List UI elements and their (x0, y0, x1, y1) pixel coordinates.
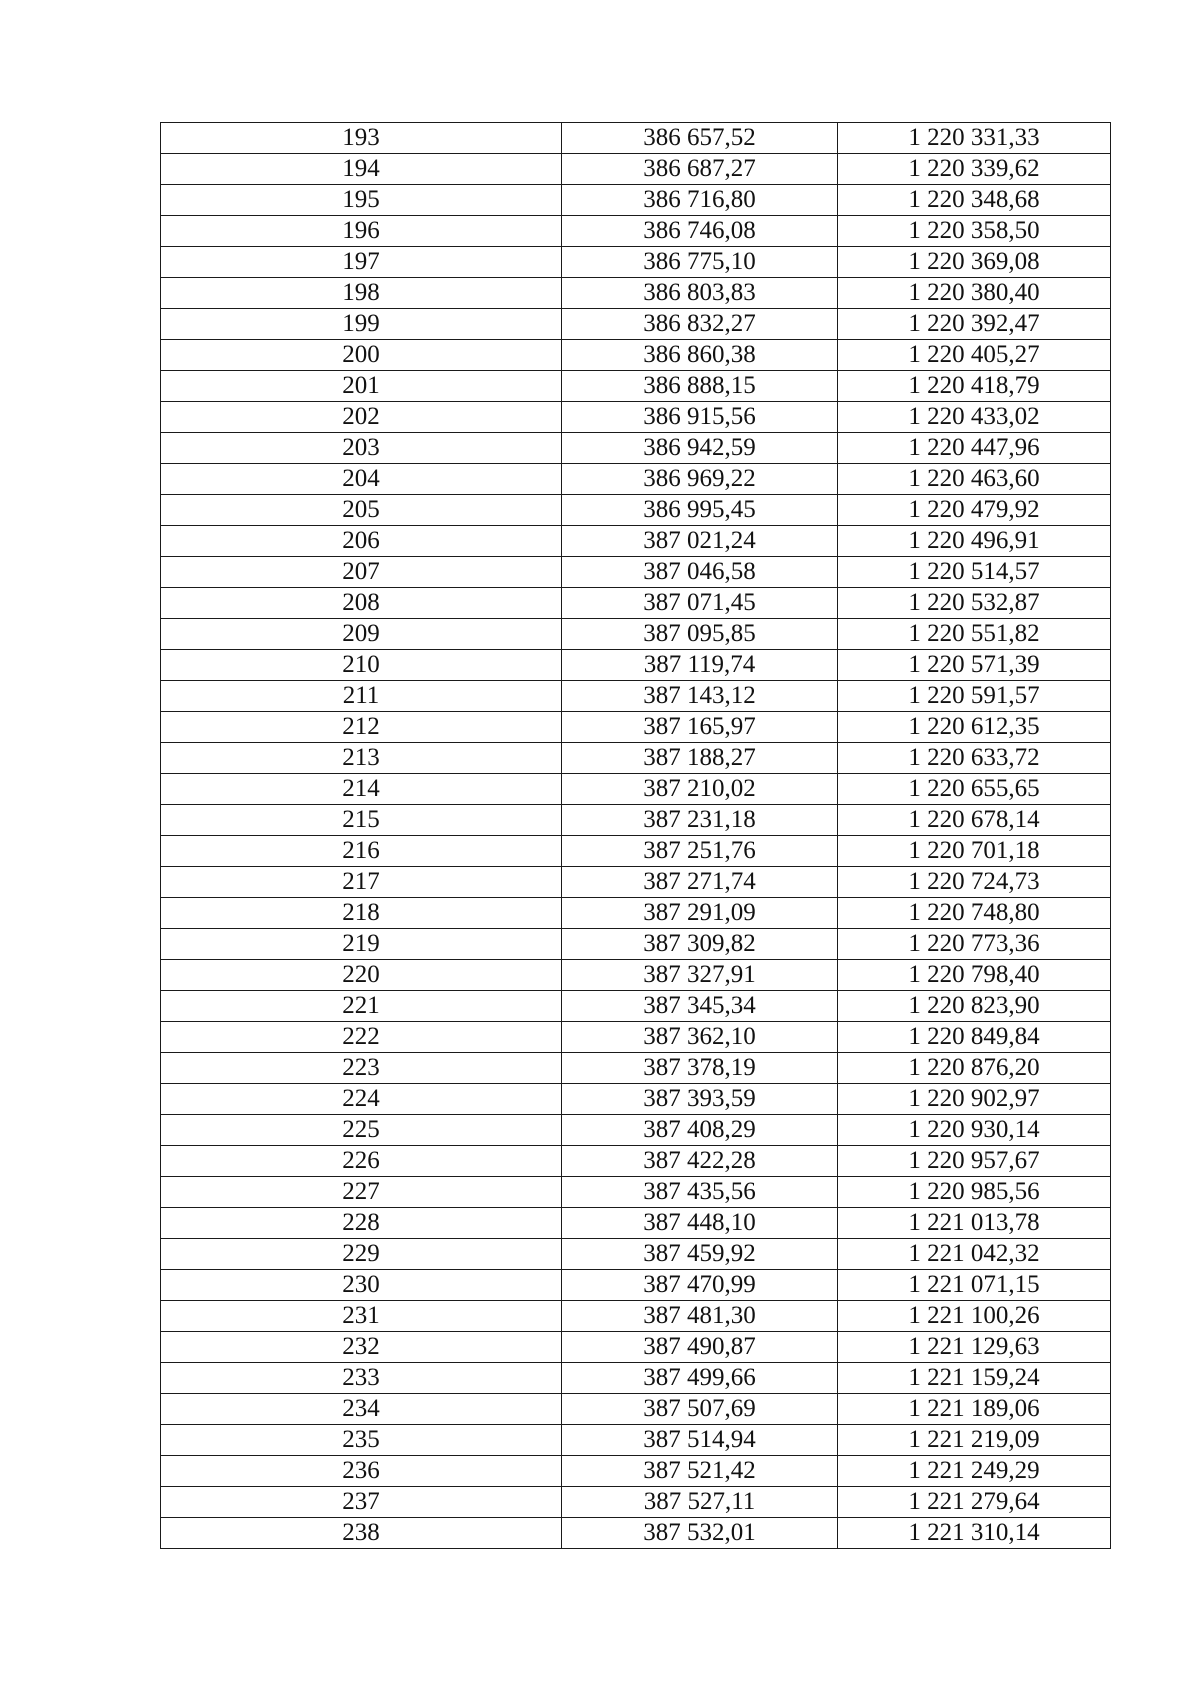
table-row (161, 278, 1111, 309)
table-row (161, 774, 1111, 805)
point-number-cell: 236 (161, 1456, 562, 1487)
y-coordinate-cell: 1 221 159,24 (838, 1363, 1111, 1394)
y-coordinate-cell: 1 220 496,91 (838, 526, 1111, 557)
y-coordinate-cell: 1 220 678,14 (838, 805, 1111, 836)
x-coordinate-cell: 386 803,83 (562, 278, 838, 309)
y-coordinate-cell: 1 220 823,90 (838, 991, 1111, 1022)
y-coordinate-cell: 1 220 418,79 (838, 371, 1111, 402)
table-row (161, 1053, 1111, 1084)
x-coordinate-cell: 387 165,97 (562, 712, 838, 743)
point-number-cell: 202 (161, 402, 562, 433)
x-coordinate-cell: 387 532,01 (562, 1518, 838, 1549)
point-number-cell: 234 (161, 1394, 562, 1425)
table-row (161, 1270, 1111, 1301)
y-coordinate-cell: 1 220 748,80 (838, 898, 1111, 929)
y-coordinate-cell: 1 220 331,33 (838, 123, 1111, 154)
table-row (161, 464, 1111, 495)
table-row (161, 1456, 1111, 1487)
x-coordinate-cell: 386 716,80 (562, 185, 838, 216)
x-coordinate-cell: 387 143,12 (562, 681, 838, 712)
y-coordinate-cell: 1 220 479,92 (838, 495, 1111, 526)
x-coordinate-cell: 387 251,76 (562, 836, 838, 867)
table-row (161, 340, 1111, 371)
x-coordinate-cell: 387 481,30 (562, 1301, 838, 1332)
table-row (161, 1239, 1111, 1270)
x-coordinate-cell: 387 393,59 (562, 1084, 838, 1115)
table-row (161, 1022, 1111, 1053)
point-number-cell: 215 (161, 805, 562, 836)
x-coordinate-cell: 387 490,87 (562, 1332, 838, 1363)
point-number-cell: 198 (161, 278, 562, 309)
table-row (161, 1115, 1111, 1146)
point-number-cell: 193 (161, 123, 562, 154)
table-row (161, 216, 1111, 247)
table-row (161, 1425, 1111, 1456)
x-coordinate-cell: 386 657,52 (562, 123, 838, 154)
table-row (161, 1177, 1111, 1208)
x-coordinate-cell: 386 915,56 (562, 402, 838, 433)
table-row (161, 867, 1111, 898)
table-row (161, 619, 1111, 650)
x-coordinate-cell: 387 521,42 (562, 1456, 838, 1487)
x-coordinate-cell: 387 271,74 (562, 867, 838, 898)
y-coordinate-cell: 1 220 724,73 (838, 867, 1111, 898)
table-row (161, 1301, 1111, 1332)
table-row (161, 898, 1111, 929)
y-coordinate-cell: 1 220 348,68 (838, 185, 1111, 216)
table-row (161, 991, 1111, 1022)
point-number-cell: 216 (161, 836, 562, 867)
x-coordinate-cell: 387 448,10 (562, 1208, 838, 1239)
y-coordinate-cell: 1 221 042,32 (838, 1239, 1111, 1270)
y-coordinate-cell: 1 221 310,14 (838, 1518, 1111, 1549)
x-coordinate-cell: 386 860,38 (562, 340, 838, 371)
y-coordinate-cell: 1 220 957,67 (838, 1146, 1111, 1177)
x-coordinate-cell: 387 470,99 (562, 1270, 838, 1301)
y-coordinate-cell: 1 221 219,09 (838, 1425, 1111, 1456)
point-number-cell: 233 (161, 1363, 562, 1394)
point-number-cell: 221 (161, 991, 562, 1022)
point-number-cell: 228 (161, 1208, 562, 1239)
table-row (161, 1332, 1111, 1363)
y-coordinate-cell: 1 220 369,08 (838, 247, 1111, 278)
table-row (161, 1208, 1111, 1239)
point-number-cell: 237 (161, 1487, 562, 1518)
point-number-cell: 199 (161, 309, 562, 340)
point-number-cell: 211 (161, 681, 562, 712)
table-row (161, 836, 1111, 867)
x-coordinate-cell: 386 888,15 (562, 371, 838, 402)
table-row (161, 402, 1111, 433)
y-coordinate-cell: 1 220 902,97 (838, 1084, 1111, 1115)
x-coordinate-cell: 387 435,56 (562, 1177, 838, 1208)
x-coordinate-cell: 387 095,85 (562, 619, 838, 650)
y-coordinate-cell: 1 221 071,15 (838, 1270, 1111, 1301)
table-row (161, 1487, 1111, 1518)
x-coordinate-cell: 387 327,91 (562, 960, 838, 991)
y-coordinate-cell: 1 220 849,84 (838, 1022, 1111, 1053)
y-coordinate-cell: 1 220 773,36 (838, 929, 1111, 960)
point-number-cell: 219 (161, 929, 562, 960)
point-number-cell: 204 (161, 464, 562, 495)
table-row (161, 185, 1111, 216)
x-coordinate-cell: 387 459,92 (562, 1239, 838, 1270)
table-row (161, 650, 1111, 681)
y-coordinate-cell: 1 220 633,72 (838, 743, 1111, 774)
x-coordinate-cell: 387 210,02 (562, 774, 838, 805)
point-number-cell: 212 (161, 712, 562, 743)
point-number-cell: 220 (161, 960, 562, 991)
point-number-cell: 203 (161, 433, 562, 464)
table-row (161, 805, 1111, 836)
y-coordinate-cell: 1 220 985,56 (838, 1177, 1111, 1208)
point-number-cell: 225 (161, 1115, 562, 1146)
table-row (161, 371, 1111, 402)
point-number-cell: 217 (161, 867, 562, 898)
x-coordinate-cell: 386 995,45 (562, 495, 838, 526)
y-coordinate-cell: 1 220 551,82 (838, 619, 1111, 650)
table-row (161, 1518, 1111, 1549)
point-number-cell: 200 (161, 340, 562, 371)
x-coordinate-cell: 387 362,10 (562, 1022, 838, 1053)
point-number-cell: 235 (161, 1425, 562, 1456)
table-row (161, 588, 1111, 619)
table-row (161, 1084, 1111, 1115)
point-number-cell: 224 (161, 1084, 562, 1115)
point-number-cell: 201 (161, 371, 562, 402)
x-coordinate-cell: 387 119,74 (562, 650, 838, 681)
point-number-cell: 226 (161, 1146, 562, 1177)
point-number-cell: 238 (161, 1518, 562, 1549)
y-coordinate-cell: 1 220 405,27 (838, 340, 1111, 371)
y-coordinate-cell: 1 220 701,18 (838, 836, 1111, 867)
y-coordinate-cell: 1 220 380,40 (838, 278, 1111, 309)
table-row (161, 1146, 1111, 1177)
y-coordinate-cell: 1 221 249,29 (838, 1456, 1111, 1487)
table-row (161, 433, 1111, 464)
x-coordinate-cell: 387 309,82 (562, 929, 838, 960)
x-coordinate-cell: 387 422,28 (562, 1146, 838, 1177)
table-row (161, 960, 1111, 991)
y-coordinate-cell: 1 220 798,40 (838, 960, 1111, 991)
point-number-cell: 214 (161, 774, 562, 805)
y-coordinate-cell: 1 220 532,87 (838, 588, 1111, 619)
y-coordinate-cell: 1 220 930,14 (838, 1115, 1111, 1146)
x-coordinate-cell: 386 687,27 (562, 154, 838, 185)
point-number-cell: 195 (161, 185, 562, 216)
table-row (161, 1394, 1111, 1425)
y-coordinate-cell: 1 220 433,02 (838, 402, 1111, 433)
table-row (161, 309, 1111, 340)
table-row (161, 123, 1111, 154)
y-coordinate-cell: 1 220 571,39 (838, 650, 1111, 681)
y-coordinate-cell: 1 220 876,20 (838, 1053, 1111, 1084)
y-coordinate-cell: 1 221 013,78 (838, 1208, 1111, 1239)
x-coordinate-cell: 387 514,94 (562, 1425, 838, 1456)
point-number-cell: 213 (161, 743, 562, 774)
y-coordinate-cell: 1 220 655,65 (838, 774, 1111, 805)
x-coordinate-cell: 387 231,18 (562, 805, 838, 836)
point-number-cell: 230 (161, 1270, 562, 1301)
x-coordinate-cell: 387 046,58 (562, 557, 838, 588)
y-coordinate-cell: 1 221 189,06 (838, 1394, 1111, 1425)
x-coordinate-cell: 387 345,34 (562, 991, 838, 1022)
table-row (161, 154, 1111, 185)
point-number-cell: 210 (161, 650, 562, 681)
table-row (161, 681, 1111, 712)
table-row (161, 247, 1111, 278)
point-number-cell: 194 (161, 154, 562, 185)
point-number-cell: 231 (161, 1301, 562, 1332)
y-coordinate-cell: 1 221 279,64 (838, 1487, 1111, 1518)
point-number-cell: 227 (161, 1177, 562, 1208)
point-number-cell: 208 (161, 588, 562, 619)
point-number-cell: 196 (161, 216, 562, 247)
point-number-cell: 218 (161, 898, 562, 929)
point-number-cell: 205 (161, 495, 562, 526)
coordinates-table (160, 122, 1111, 1549)
table-row (161, 526, 1111, 557)
y-coordinate-cell: 1 220 392,47 (838, 309, 1111, 340)
table-row (161, 495, 1111, 526)
point-number-cell: 222 (161, 1022, 562, 1053)
x-coordinate-cell: 387 021,24 (562, 526, 838, 557)
point-number-cell: 206 (161, 526, 562, 557)
y-coordinate-cell: 1 220 447,96 (838, 433, 1111, 464)
point-number-cell: 197 (161, 247, 562, 278)
point-number-cell: 207 (161, 557, 562, 588)
y-coordinate-cell: 1 220 358,50 (838, 216, 1111, 247)
y-coordinate-cell: 1 220 514,57 (838, 557, 1111, 588)
table-row (161, 929, 1111, 960)
x-coordinate-cell: 386 832,27 (562, 309, 838, 340)
y-coordinate-cell: 1 220 591,57 (838, 681, 1111, 712)
x-coordinate-cell: 387 527,11 (562, 1487, 838, 1518)
point-number-cell: 229 (161, 1239, 562, 1270)
x-coordinate-cell: 386 969,22 (562, 464, 838, 495)
x-coordinate-cell: 387 378,19 (562, 1053, 838, 1084)
point-number-cell: 209 (161, 619, 562, 650)
y-coordinate-cell: 1 220 463,60 (838, 464, 1111, 495)
point-number-cell: 223 (161, 1053, 562, 1084)
table-row (161, 557, 1111, 588)
coordinates-table-body (161, 123, 1111, 1549)
table-row (161, 743, 1111, 774)
x-coordinate-cell: 387 408,29 (562, 1115, 838, 1146)
point-number-cell: 232 (161, 1332, 562, 1363)
table-row (161, 1363, 1111, 1394)
x-coordinate-cell: 386 942,59 (562, 433, 838, 464)
y-coordinate-cell: 1 220 612,35 (838, 712, 1111, 743)
y-coordinate-cell: 1 221 129,63 (838, 1332, 1111, 1363)
x-coordinate-cell: 386 775,10 (562, 247, 838, 278)
x-coordinate-cell: 387 507,69 (562, 1394, 838, 1425)
x-coordinate-cell: 386 746,08 (562, 216, 838, 247)
x-coordinate-cell: 387 071,45 (562, 588, 838, 619)
x-coordinate-cell: 387 499,66 (562, 1363, 838, 1394)
table-row (161, 712, 1111, 743)
x-coordinate-cell: 387 188,27 (562, 743, 838, 774)
y-coordinate-cell: 1 220 339,62 (838, 154, 1111, 185)
y-coordinate-cell: 1 221 100,26 (838, 1301, 1111, 1332)
x-coordinate-cell: 387 291,09 (562, 898, 838, 929)
